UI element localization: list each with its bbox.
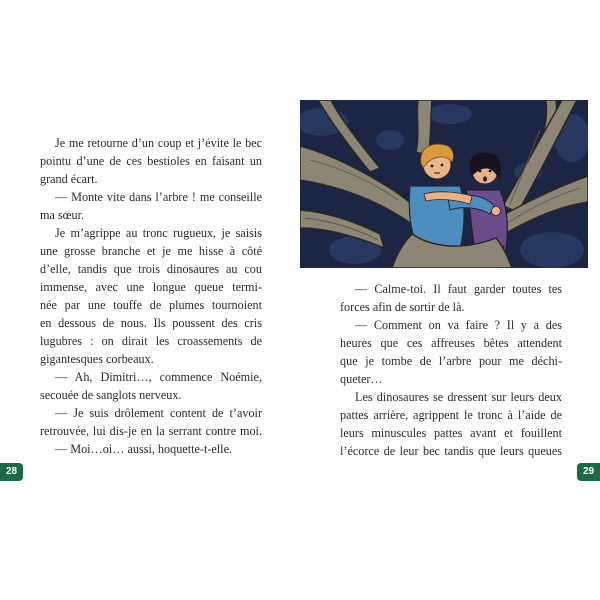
right-page-text: [340, 280, 562, 460]
boy-eye: [441, 164, 444, 167]
text-line: que je tombe de l’arbre pour me déchi-: [340, 354, 562, 368]
text-line: leurs minuscules pattes avant et fouillent: [340, 426, 562, 440]
right-page: [300, 0, 600, 600]
text-line: grand écart.: [40, 172, 98, 186]
text-line: gigantesques corbeaux.: [40, 352, 154, 366]
text-line: — Monte vite dans l’arbre ! me conseille: [55, 190, 262, 204]
illustration-svg: [300, 100, 588, 268]
boy-hand: [492, 207, 501, 216]
text-line: Je m’agrippe au tronc rugueux, je saisis: [55, 226, 262, 240]
text-line: l’écorce de leur bec tandis que leurs queues: [340, 444, 562, 458]
text-line: — Comment on va faire ? Il y a des: [355, 318, 562, 332]
text-line: d’elle, tandis que trois dinosaures au cou: [40, 262, 262, 276]
page-number-left: 28: [0, 463, 23, 481]
text-line: pattes arrière, agrippent le tronc à l’aide de: [340, 408, 562, 422]
girl-eye: [489, 170, 492, 173]
text-line: Les dinosaures se dressent sur leurs deux: [355, 390, 562, 404]
girl-mouth: [483, 176, 487, 181]
text-line: retrouvée, lui dis-je en la serrant contre moi.: [40, 424, 262, 438]
text-line: lugubres : on dirait les croassements de: [40, 334, 262, 348]
text-line: pointu d’une de ces bestioles en faisant un: [40, 154, 262, 168]
page-number-right: 29: [577, 463, 600, 481]
text-line: forces afin de sortir de là.: [340, 300, 465, 314]
text-line: — Moi…oi… aussi, hoquette-t-elle.: [55, 442, 233, 456]
text-line: — Calme-toi. Il faut garder toutes tes: [355, 282, 562, 296]
text-line: une grosse branche et je me hisse à côté: [40, 244, 262, 258]
girl-eye: [479, 170, 482, 173]
text-line: secouée de sanglots nerveux.: [40, 388, 182, 402]
text-line: Je me retourne d’un coup et j’évite le bec: [55, 136, 262, 150]
text-line: heures que ces affreuses bêtes attendent: [340, 336, 562, 350]
text-line: — Je suis drôlement content de t’avoir: [55, 406, 262, 420]
text-line: ma sœur.: [40, 208, 85, 222]
text-line: immense, avec une longue queue termi-: [40, 280, 262, 294]
text-line: née par une touffe de plumes tournoient: [40, 298, 262, 312]
illustration: [300, 100, 588, 268]
boy-eye: [431, 165, 434, 168]
text-line: queter…: [340, 372, 383, 386]
text-line: — Ah, Dimitri…, commence Noémie,: [55, 370, 262, 384]
text-line: en dessous de nous. Ils poussent des cris: [40, 316, 262, 330]
left-page-text: [40, 134, 262, 458]
